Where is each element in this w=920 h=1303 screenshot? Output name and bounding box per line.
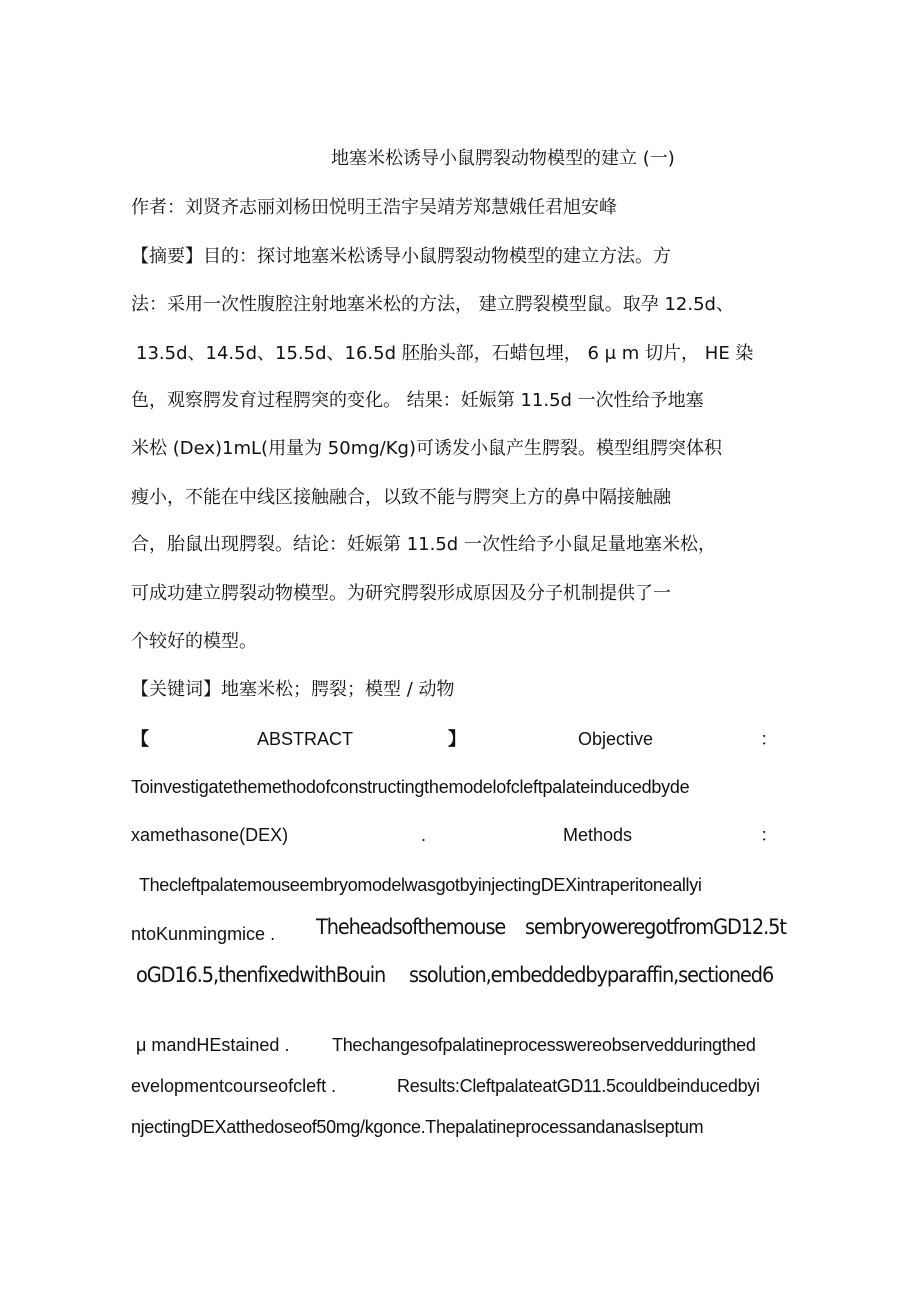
abstract-cn-line: 合，胎鼠出现腭裂。结论：妊娠第 11.5d 一次性给予小鼠足量地塞米松，: [131, 534, 716, 555]
abstract-cn-line: 色，观察腭发育过程腭突的变化。 结果：妊娠第 11.5d 一次性给予地塞: [131, 390, 704, 411]
abstract-en-line: ntoKunmingmice .: [131, 924, 276, 944]
abstract-en-line: sembryoweregotfromGD12.5t: [525, 915, 786, 939]
abstract-bracket-open: 【: [131, 729, 149, 749]
abstract-bracket-close: 】: [448, 729, 466, 749]
abstract-en-line: Results:CleftpalateatGD11.5couldbeinducedbyi: [397, 1076, 760, 1096]
keywords-line: 【关键词】地塞米松；腭裂；模型 / 动物: [131, 679, 455, 700]
abstract-cn-line: 【摘要】目的：探讨地塞米松诱导小鼠腭裂动物模型的建立方法。方: [131, 246, 671, 267]
abstract-en-line: njectingDEXatthedoseof50mg/kgonce.Thepalatineprocessandanaslseptum: [131, 1117, 704, 1137]
abstract-en-line: ThecleftpalatemouseembryomodelwasgotbyinjectingDEXintraperitoneallyi: [139, 875, 702, 895]
abstract-en-line: Toinvestigatethemethodofconstructingthemodelofcleftpalateinducedbyde: [131, 777, 690, 797]
abstract-cn-line: 个较好的模型。: [131, 631, 257, 652]
abstract-en-line: oGD16.5,thenfixedwithBouin: [136, 963, 386, 987]
objective-label: Objective: [578, 729, 654, 749]
methods-dot: .: [421, 825, 427, 845]
methods-colon: ：: [760, 825, 778, 845]
methods-label: Methods: [563, 825, 633, 845]
authors-line: 作者：刘贤齐志丽刘杨田悦明王浩宇吴靖芳郑慧娥任君旭安峰: [131, 197, 617, 218]
abstract-cn-line: 可成功建立腭裂动物模型。为研究腭裂形成原因及分子机制提供了一: [131, 583, 671, 604]
document-title: 地塞米松诱导小鼠腭裂动物模型的建立 (一): [331, 148, 675, 169]
abstract-en-line: μ mandHEstained .: [136, 1035, 290, 1055]
abstract-en-label: ABSTRACT: [257, 729, 354, 749]
objective-colon: ：: [760, 729, 778, 749]
abstract-en-line: Thechangesofpalatineprocesswereobservedduringthed: [332, 1035, 756, 1055]
abstract-cn-line: 法：采用一次性腹腔注射地塞米松的方法， 建立腭裂模型鼠。取孕 12.5d、: [131, 294, 734, 315]
abstract-en-line: ssolution,embeddedbyparaffin,sectioned6: [409, 963, 774, 987]
abstract-en-line: evelopmentcourseofcleft .: [131, 1076, 337, 1096]
abstract-cn-line: 瘦小，不能在中线区接触融合，以致不能与腭突上方的鼻中隔接触融: [131, 487, 671, 508]
abstract-en-line: Theheadsofthemouse: [316, 915, 506, 939]
abstract-cn-line: 米松 (Dex)1mL(用量为 50mg/Kg)可诱发小鼠产生腭裂。模型组腭突体积: [131, 438, 722, 459]
abstract-cn-line: 13.5d、14.5d、15.5d、16.5d 胚胎头部，石蜡包埋， 6 μ m 切片， HE 染: [136, 343, 754, 364]
abstract-en-line: xamethasone(DEX): [131, 825, 289, 845]
